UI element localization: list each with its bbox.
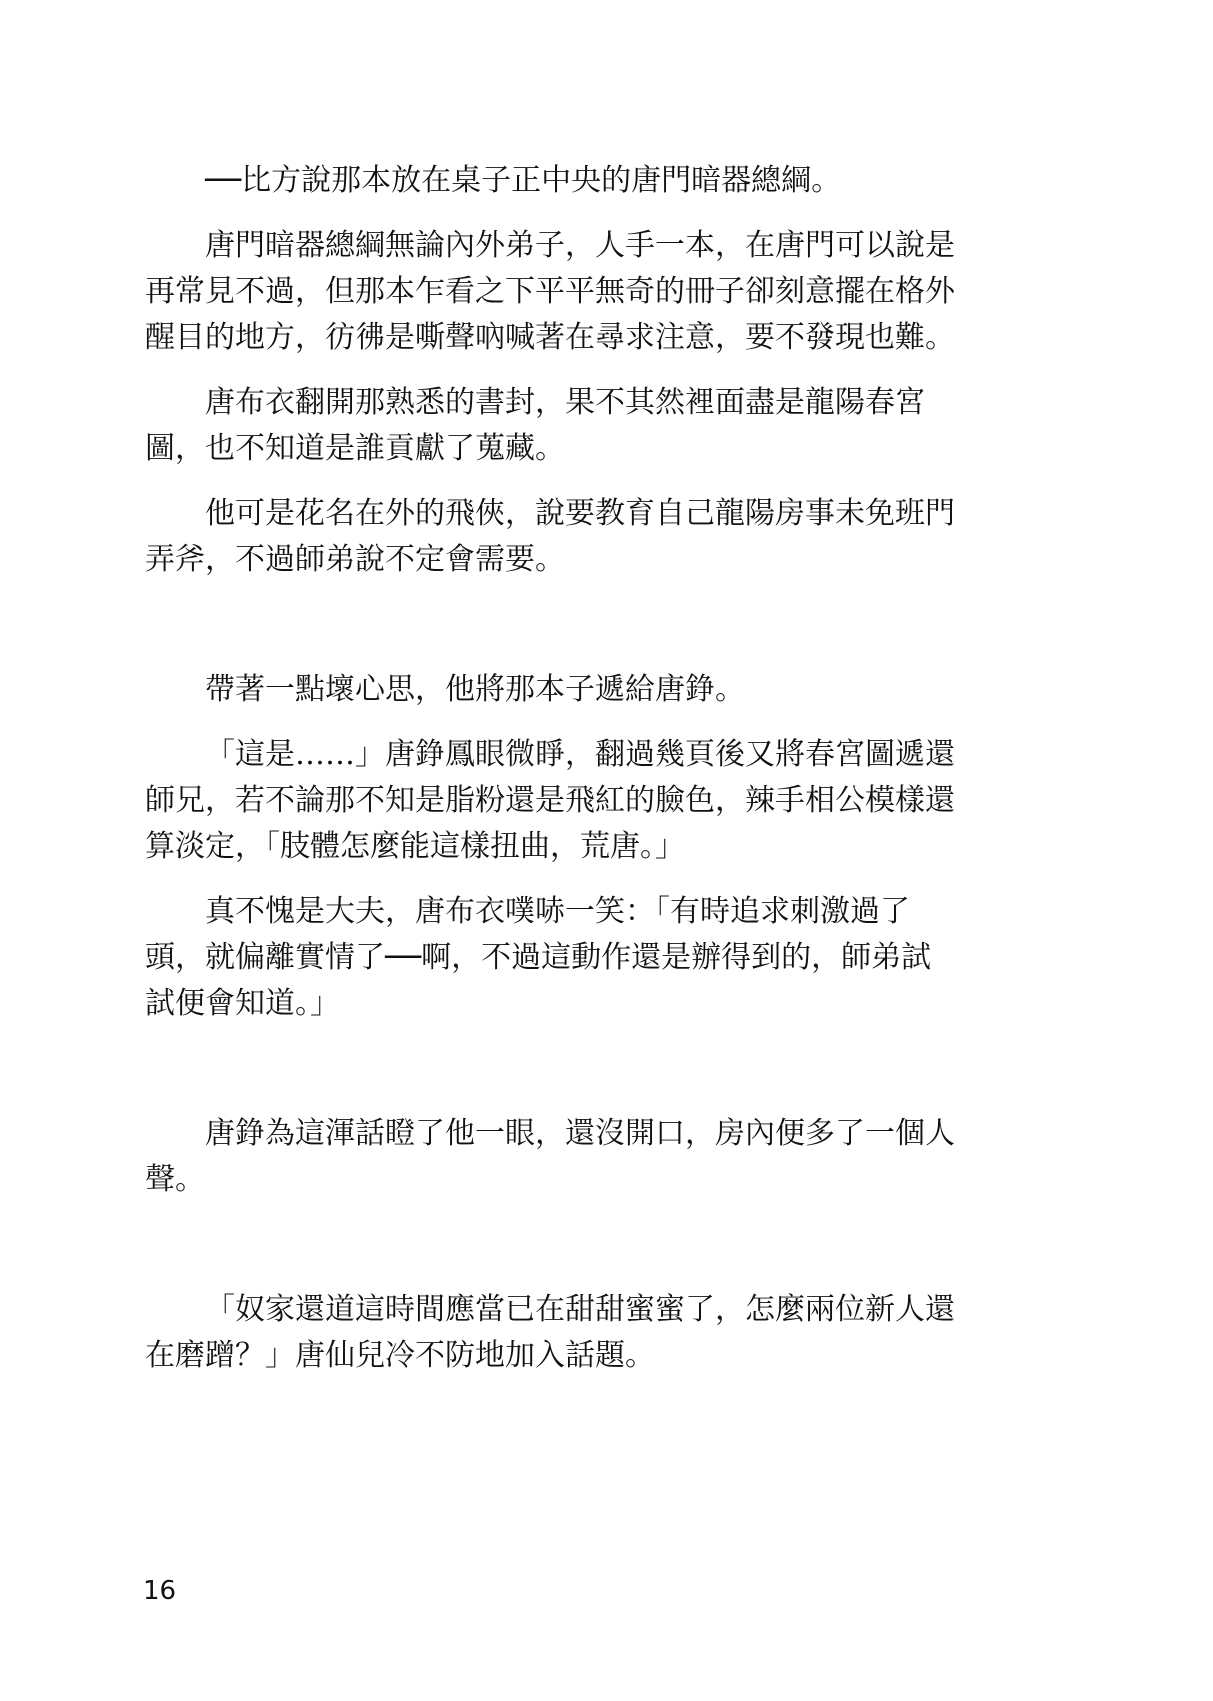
paragraph-5: 帶著一點壞心思，他將那本子遞給唐錚。 [205, 672, 745, 707]
paragraph-4: 他可是花名在外的飛俠，說要教育自己龍陽房事未免班門弄斧，不過師弟說不定會需要。 [145, 496, 955, 577]
paragraph-3: 唐布衣翻開那熟悉的書封，果不其然裡面盡是龍陽春宮圖，也不知道是誰貢獻了蒐藏。 [145, 385, 925, 466]
paragraph-6: 「這是……」唐錚鳳眼微睜，翻過幾頁後又將春宮圖遞還師兄，若不論那不知是脂粉還是飛紅的臉色，辣手相公模樣還算淡定，「肢體怎麼能這樣扭曲，荒唐。」 [145, 737, 955, 864]
paragraph-9: 「奴家還道這時間應當已在甜甜蜜蜜了，怎麼兩位新人還在磨蹭？」唐仙兒冷不防地加入話題。 [145, 1292, 955, 1373]
paragraph-2: 唐門暗器總綱無論內外弟子，人手一本，在唐門可以說是再常見不過，但那本乍看之下平平無奇的冊子卻刻意擺在格外醒目的地方，彷彿是嘶聲吶喊著在尋求注意，要不發現也難。 [145, 228, 955, 355]
paragraph-1: ──比方說那本放在桌子正中央的唐門暗器總綱。 [205, 163, 842, 198]
paragraph-8: 唐錚為這渾話瞪了他一眼，還沒開口，房內便多了一個人聲。 [145, 1116, 955, 1197]
page-body [145, 158, 957, 1379]
paragraph-7: 真不愧是大夫，唐布衣噗哧一笑：「有時追求刺激過了頭，就偏離實情了──啊，不過這動作還是辦得到的，師弟試試便會知道。」 [145, 894, 932, 1021]
page-number: 16 [143, 1576, 177, 1606]
